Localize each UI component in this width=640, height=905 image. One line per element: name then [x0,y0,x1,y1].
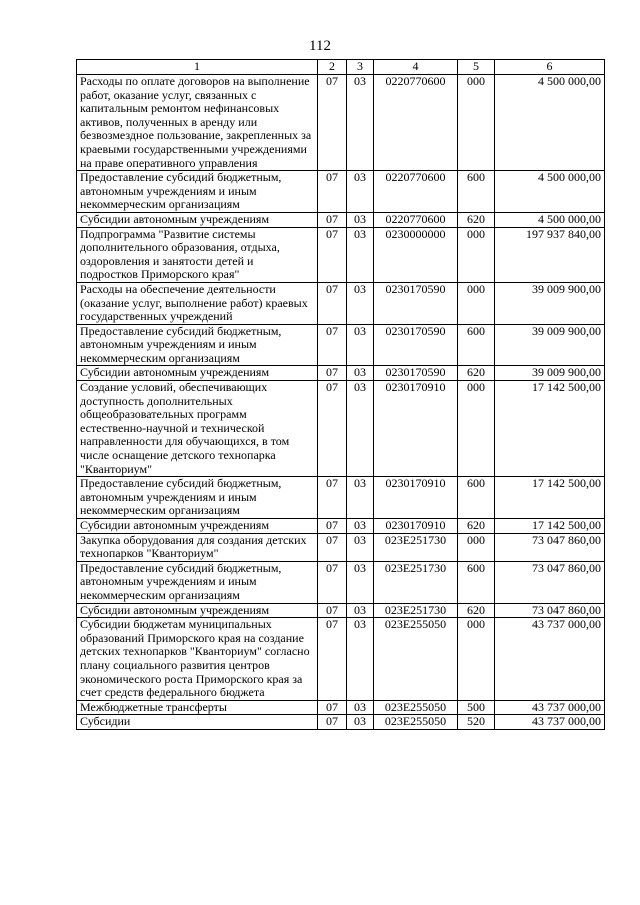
row-expense-type: 000 [458,533,495,561]
row-section: 07 [318,324,347,366]
row-description: Предоставление субсидий бюджетным, автономным учреждениям и иным некоммерческим организациям [77,477,318,519]
row-section: 07 [318,618,347,701]
row-target-article: 0230170910 [374,381,458,477]
row-amount: 4 500 000,00 [495,212,605,227]
header-col-1: 1 [77,60,318,75]
row-description: Субсидии автономным учреждениям [77,366,318,381]
row-amount: 17 142 500,00 [495,519,605,534]
row-amount: 43 737 000,00 [495,700,605,715]
row-subsection: 03 [347,366,374,381]
row-subsection: 03 [347,171,374,213]
header-col-4: 4 [374,60,458,75]
row-description: Подпрограмма "Развитие системы дополнительного образования, отдыха, оздоровления и занятости детей и подростков Приморского края" [77,227,318,282]
row-subsection: 03 [347,700,374,715]
row-description: Расходы на обеспечение деятельности (оказание услуг, выполнение работ) краевых государственных учреждений [77,282,318,324]
row-expense-type: 600 [458,324,495,366]
row-target-article: 0220770600 [374,171,458,213]
row-amount: 4 500 000,00 [495,171,605,213]
table-row [77,700,605,715]
row-section: 07 [318,282,347,324]
row-expense-type: 620 [458,603,495,618]
table-row [77,366,605,381]
table-row [77,533,605,561]
row-target-article: 0230170590 [374,282,458,324]
row-description: Субсидии [77,715,318,730]
row-description: Предоставление субсидий бюджетным, автономным учреждениям и иным некоммерческим организациям [77,561,318,603]
row-expense-type: 000 [458,282,495,324]
row-amount: 39 009 900,00 [495,324,605,366]
row-description: Субсидии автономным учреждениям [77,603,318,618]
page-number: 112 [309,38,331,54]
table-row [77,227,605,282]
row-subsection: 03 [347,715,374,730]
row-target-article: 0230000000 [374,227,458,282]
header-col-3: 3 [347,60,374,75]
row-target-article: 0220770600 [374,212,458,227]
table-row [77,171,605,213]
header-col-2: 2 [318,60,347,75]
row-subsection: 03 [347,324,374,366]
row-section: 07 [318,603,347,618]
row-description: Субсидии автономным учреждениям [77,519,318,534]
row-target-article: 0230170590 [374,324,458,366]
row-amount: 17 142 500,00 [495,381,605,477]
row-section: 07 [318,381,347,477]
row-section: 07 [318,212,347,227]
row-section: 07 [318,366,347,381]
row-section: 07 [318,171,347,213]
table-row [77,618,605,701]
row-amount: 39 009 900,00 [495,366,605,381]
row-expense-type: 600 [458,171,495,213]
row-subsection: 03 [347,381,374,477]
row-subsection: 03 [347,212,374,227]
row-description: Предоставление субсидий бюджетным, автономным учреждениям и иным некоммерческим организациям [77,324,318,366]
row-expense-type: 600 [458,561,495,603]
row-section: 07 [318,227,347,282]
table-row [77,603,605,618]
row-target-article: 023E251730 [374,533,458,561]
row-expense-type: 620 [458,366,495,381]
table-row [77,212,605,227]
row-expense-type: 000 [458,75,495,171]
row-section: 07 [318,533,347,561]
row-description: Субсидии автономным учреждениям [77,212,318,227]
row-subsection: 03 [347,533,374,561]
row-amount: 73 047 860,00 [495,533,605,561]
table-row [77,381,605,477]
row-amount: 197 937 840,00 [495,227,605,282]
row-amount: 73 047 860,00 [495,603,605,618]
row-amount: 17 142 500,00 [495,477,605,519]
table-row [77,519,605,534]
row-subsection: 03 [347,561,374,603]
row-amount: 39 009 900,00 [495,282,605,324]
row-expense-type: 000 [458,381,495,477]
row-description: Субсидии бюджетам муниципальных образований Приморского края на создание детских технопарков "Кванториум" согласно плану социального развития центров экономического роста Приморского края за счет средств федерального бюджета [77,618,318,701]
row-amount: 43 737 000,00 [495,618,605,701]
row-subsection: 03 [347,75,374,171]
header-col-6: 6 [495,60,605,75]
row-description: Закупка оборудования для создания детских технопарков "Кванториум" [77,533,318,561]
row-expense-type: 600 [458,477,495,519]
row-description: Межбюджетные трансферты [77,700,318,715]
row-target-article: 023E251730 [374,603,458,618]
budget-table [76,59,605,730]
table-row [77,561,605,603]
row-target-article: 0220770600 [374,75,458,171]
row-subsection: 03 [347,282,374,324]
row-description: Предоставление субсидий бюджетным, автономным учреждениям и иным некоммерческим организациям [77,171,318,213]
row-target-article: 023E255050 [374,618,458,701]
row-subsection: 03 [347,227,374,282]
table-row [77,715,605,730]
row-amount: 73 047 860,00 [495,561,605,603]
row-expense-type: 000 [458,618,495,701]
row-target-article: 0230170590 [374,366,458,381]
row-expense-type: 620 [458,212,495,227]
row-subsection: 03 [347,618,374,701]
row-section: 07 [318,561,347,603]
row-subsection: 03 [347,519,374,534]
header-col-5: 5 [458,60,495,75]
row-target-article: 0230170910 [374,519,458,534]
row-amount: 4 500 000,00 [495,75,605,171]
row-expense-type: 620 [458,519,495,534]
row-amount: 43 737 000,00 [495,715,605,730]
row-target-article: 0230170910 [374,477,458,519]
row-section: 07 [318,477,347,519]
row-target-article: 023E255050 [374,715,458,730]
row-section: 07 [318,75,347,171]
row-section: 07 [318,715,347,730]
row-target-article: 023E251730 [374,561,458,603]
row-expense-type: 000 [458,227,495,282]
table-row [77,282,605,324]
row-description: Создание условий, обеспечивающих доступность дополнительных общеобразовательных программ естественно-научной и технической направленности для обучающихся, в том числе оснащение детского технопарка "Кванториум" [77,381,318,477]
header-row [77,60,605,75]
table-row [77,477,605,519]
row-description: Расходы по оплате договоров на выполнение работ, оказание услуг, связанных с капитальным ремонтом нефинансовых активов, полученных в аренду или безвозмездное пользование, закрепленных за краевыми государственными учреждениями на праве оперативного управления [77,75,318,171]
row-section: 07 [318,700,347,715]
row-expense-type: 520 [458,715,495,730]
table-row [77,324,605,366]
row-expense-type: 500 [458,700,495,715]
row-subsection: 03 [347,603,374,618]
row-subsection: 03 [347,477,374,519]
row-section: 07 [318,519,347,534]
row-target-article: 023E255050 [374,700,458,715]
table-row [77,75,605,171]
